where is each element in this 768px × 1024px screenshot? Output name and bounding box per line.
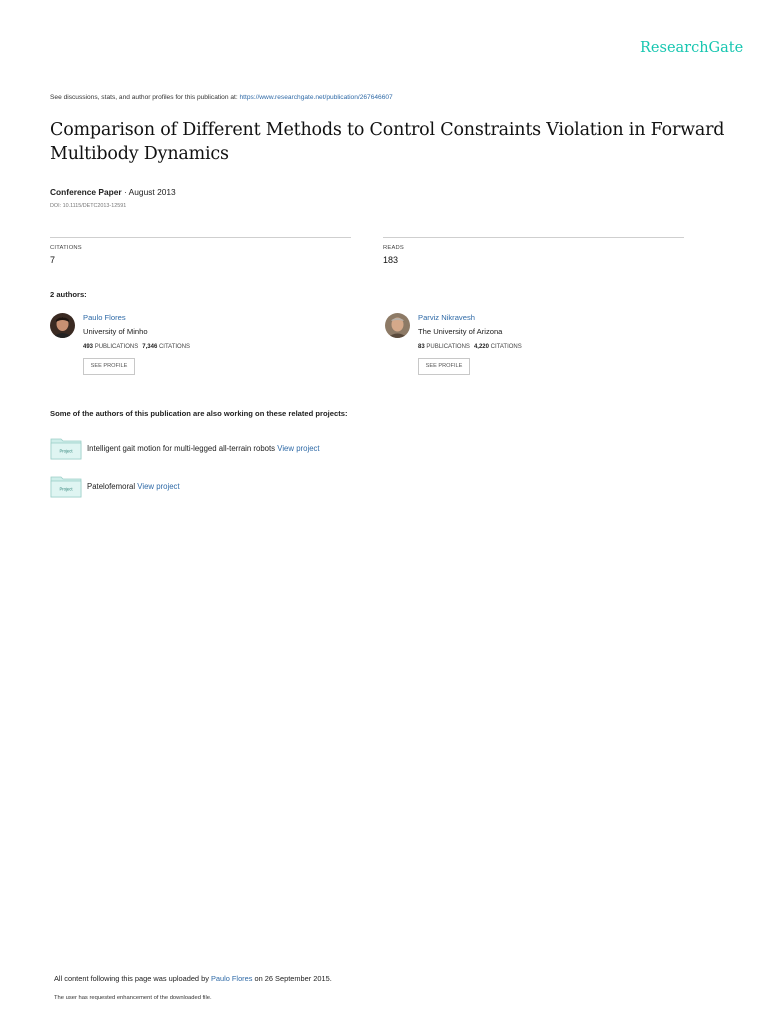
doi: DOI: 10.1115/DETC2013-12591	[50, 203, 127, 209]
project-title	[87, 482, 180, 491]
author-name-link[interactable]: Paulo Flores	[83, 313, 126, 322]
reads-label: READS	[383, 245, 404, 251]
view-project-link[interactable]: View project	[277, 444, 320, 453]
enhancement-notice: The user has requested enhancement of the downloaded file.	[54, 995, 212, 1001]
author-institution: University of Minho	[83, 327, 148, 336]
publication-date: · August 2013	[124, 187, 176, 197]
project-name: Intelligent gait motion for multi-legged all-terrain robots	[87, 444, 276, 453]
author-stats	[418, 344, 522, 350]
citations-divider	[50, 237, 351, 238]
publications-count: 493	[83, 344, 94, 350]
project-name: Patelofemoral	[87, 482, 136, 491]
reads-divider	[383, 237, 684, 238]
see-profile-button[interactable]: SEE PROFILE	[418, 358, 470, 375]
related-projects-heading: Some of the authors of this publication are also working on these related projects:	[50, 409, 348, 418]
publications-count: 83	[418, 344, 425, 350]
discussion-text: See discussions, stats, and author profiles for this publication at:	[50, 94, 240, 101]
project-title	[87, 444, 320, 453]
author-stats	[83, 344, 190, 350]
publication-type-line	[50, 187, 176, 197]
author-card	[385, 313, 685, 383]
see-profile-button[interactable]: SEE PROFILE	[83, 358, 135, 375]
avatar[interactable]	[50, 313, 75, 338]
author-institution: The University of Arizona	[418, 327, 503, 336]
project-folder-icon	[50, 436, 82, 460]
avatar[interactable]	[385, 313, 410, 338]
citations-count: 7	[50, 255, 56, 265]
author-citations-label: CITATIONS	[490, 344, 522, 350]
publication-type: Conference Paper	[50, 187, 122, 197]
publication-url-link[interactable]: https://www.researchgate.net/publication/267646607	[239, 94, 393, 101]
author-citations-count: 4,220	[473, 344, 489, 350]
project-icon-label: Project	[59, 486, 73, 492]
project-item	[50, 474, 450, 500]
author-name-link[interactable]: Parviz Nikravesh	[418, 313, 475, 322]
researchgate-logo[interactable]: ResearchGate	[640, 40, 744, 56]
author-citations-label: CITATIONS	[158, 344, 191, 350]
publications-label: PUBLICATIONS	[426, 344, 470, 350]
project-icon-label: Project	[59, 448, 73, 454]
view-project-link[interactable]: View project	[137, 482, 180, 491]
authors-heading: 2 authors:	[50, 290, 87, 299]
author-card	[50, 313, 350, 383]
reads-count: 183	[383, 255, 399, 265]
paper-title: Comparison of Different Methods to Control Constraints Violation in Forward Multibody Dynamics	[50, 120, 725, 164]
upload-notice	[54, 974, 332, 983]
upload-prefix: All content following this page was uploaded by	[54, 974, 211, 983]
discussion-notice	[50, 94, 393, 101]
project-folder-icon	[50, 474, 82, 498]
publications-label: PUBLICATIONS	[94, 344, 139, 350]
upload-suffix: on 26 September 2015.	[252, 974, 332, 983]
project-item	[50, 436, 450, 462]
uploader-link[interactable]: Paulo Flores	[210, 974, 253, 983]
citations-label: CITATIONS	[50, 245, 82, 251]
author-citations-count: 7,346	[142, 344, 158, 350]
